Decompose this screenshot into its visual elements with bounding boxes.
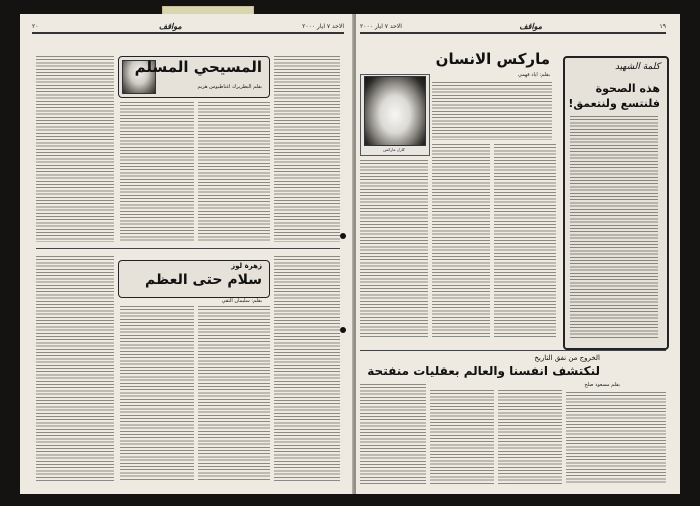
article1-column-4 [274, 56, 340, 242]
marx-portrait [364, 76, 426, 146]
article2-column-1 [36, 256, 114, 482]
right-section-divider [360, 350, 666, 351]
editorial-text [570, 116, 658, 338]
right-header-date: الاحد ٧ ايار ٢٠٠٠ [360, 23, 402, 30]
bottom-article-kicker: الخروج من نفق التاريخ [534, 354, 600, 362]
marx-column-1 [360, 160, 428, 338]
bottom-article-title: لنكتشف انفسنا والعالم بعقليات منفتحة [367, 364, 600, 378]
left-header-rule [32, 32, 344, 34]
marx-photo-caption: كارل ماركس [383, 147, 405, 152]
article1-column-3 [198, 102, 270, 242]
article1-column-2 [120, 102, 194, 242]
left-header-page-number: ٢٠ [32, 23, 39, 30]
left-page-header [32, 22, 344, 31]
article1-byline: بقلم البطريرك اغناطيوس هزيم [197, 84, 262, 90]
article2-kicker: زهرة لوز [231, 262, 262, 270]
binder-hole-top [340, 233, 346, 239]
marx-intro-text [432, 82, 552, 140]
right-header-page-number: ١٩ [659, 23, 666, 30]
bottom-article-column-1 [360, 384, 426, 484]
marx-article-title: ماركس الانسان [435, 50, 550, 68]
editorial-title-line2: فلنتسع ولنتعمق! [568, 97, 660, 110]
article2-column-2 [120, 306, 194, 482]
marx-article-byline: بقلم: اياد فهمي [517, 72, 550, 78]
bottom-article-byline: بقلم مسعود صلح [584, 382, 620, 388]
right-page-header [360, 22, 666, 31]
left-section-divider [36, 248, 340, 249]
right-header-section: مواقف [519, 22, 543, 31]
article1-column-1 [36, 56, 114, 242]
article2-title: سلام حتى العظم [145, 272, 262, 288]
marx-column-2 [432, 144, 490, 338]
article2-column-3 [198, 306, 270, 482]
binder-hole-bottom [340, 327, 346, 333]
bottom-article-column-2 [430, 390, 494, 484]
left-header-date: الاحد ٧ ايار ٢٠٠٠ [302, 23, 344, 30]
article2-byline: بقلم: سليمان التقي [221, 298, 262, 304]
bottom-article-column-4 [566, 392, 666, 484]
editorial-title-line1: هذه الصحوة [595, 82, 660, 95]
bottom-article-column-3 [498, 390, 562, 484]
left-header-section: مواقف [158, 22, 182, 31]
article1-title: المسيحي المسلم [134, 58, 262, 76]
editorial-label: كلمة الشهيد [614, 62, 660, 72]
article2-column-4 [274, 256, 340, 482]
marx-column-3 [494, 144, 556, 338]
right-header-rule [360, 32, 666, 34]
